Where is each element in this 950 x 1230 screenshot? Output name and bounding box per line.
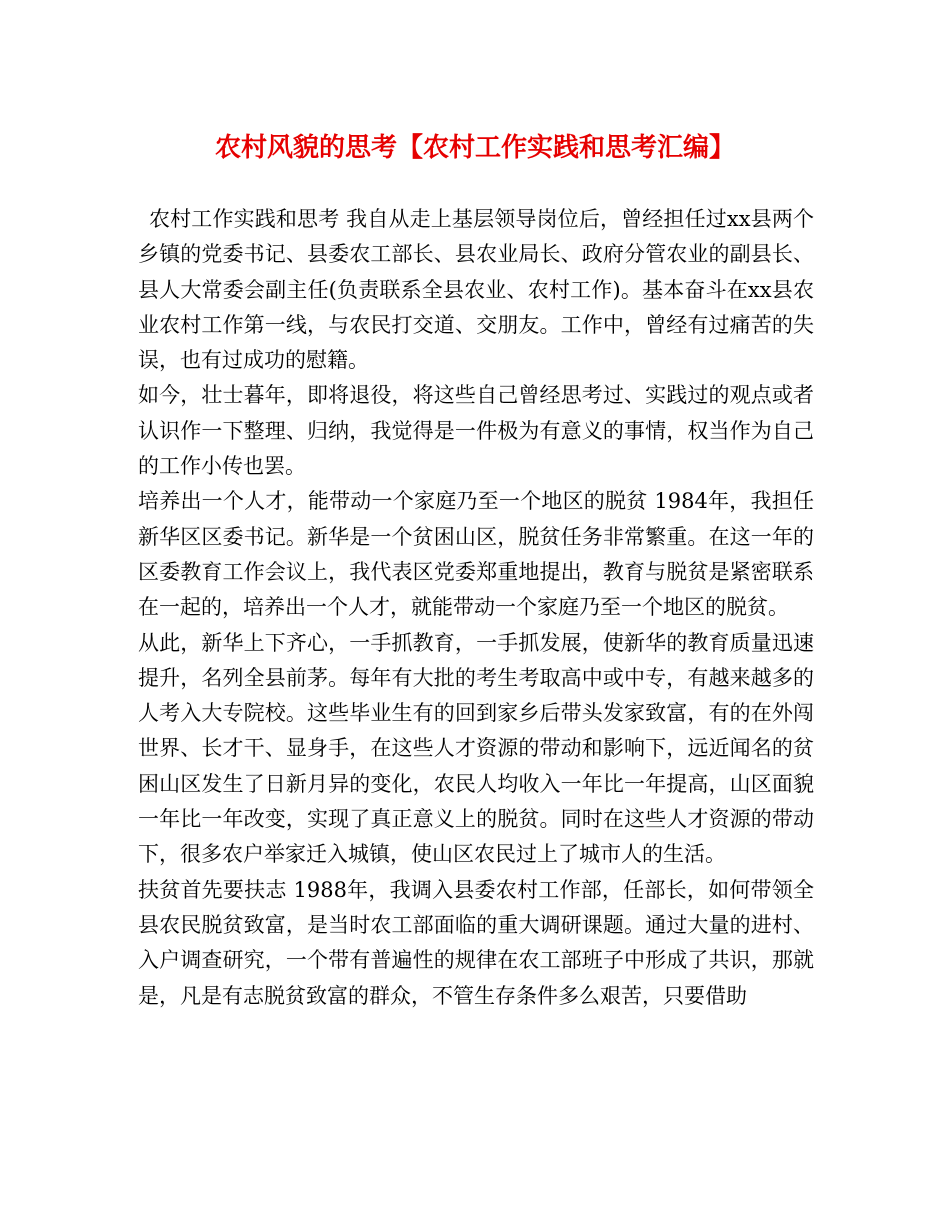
document-body (138, 202, 814, 1014)
paragraph-retirement: 如今，壮士暮年，即将退役，将这些自己曾经思考过、实践过的观点或者认识作一下整理、归纳，我觉得是一件极为有意义的事情，权当作为自己的工作小传也罢。 (138, 383, 814, 479)
document-title: 农村风貌的思考【农村工作实践和思考汇编】 (214, 133, 735, 163)
paragraph-xinhua-progress: 从此，新华上下齐心，一手抓教育，一手抓发展，使新华的教育质量迅速提升，名列全县前茅。每年有大批的考生考取高中或中专，有越来越多的人考入大专院校。这些毕业生有的回到家乡后带头发家致富，有的在外闯世界、长才干、显身手，在这些人才资源的带动和影响下，远近闻名的贫困山区发生了日新月异的变化，农民人均收入一年比一年提高，山区面貌一年比一年改变，实现了真正意义上的脱贫。同时在这些人才资源的带动下，很多农户举家迁入城镇，使山区农民过上了城市人的生活。 (138, 630, 814, 867)
paragraph-intro: 农村工作实践和思考 我自从走上基层领导岗位后，曾经担任过xx县两个乡镇的党委书记、县委农工部长、县农业局长、政府分管农业的副县长、县人大常委会副主任(负责联系全县农业、农村工作)。基本奋斗在xx县农业农村工作第一线，与农民打交道、交朋友。工作中，曾经有过痛苦的失误，也有过成功的慰籍。 (138, 207, 814, 373)
paragraph-talent: 培养出一个人才，能带动一个家庭乃至一个地区的脱贫 1984年，我担任新华区区委书记。新华是一个贫困山区，脱贫任务非常繁重。在这一年的区委教育工作会议上，我代表区党委郑重地提出，教育与脱贫是紧密联系在一起的，培养出一个人才，就能带动一个家庭乃至一个地区的脱贫。 (138, 489, 814, 620)
paragraph-poverty-aid: 扶贫首先要扶志 1988年，我调入县委农村工作部，任部长，如何带领全县农民脱贫致富，是当时农工部面临的重大调研课题。通过大量的进村、入户调查研究，一个带有普遍性的规律在农工部班子中形成了共识，那就是，凡是有志脱贫致富的群众，不管生存条件多么艰苦，只要借助 (138, 877, 814, 1008)
